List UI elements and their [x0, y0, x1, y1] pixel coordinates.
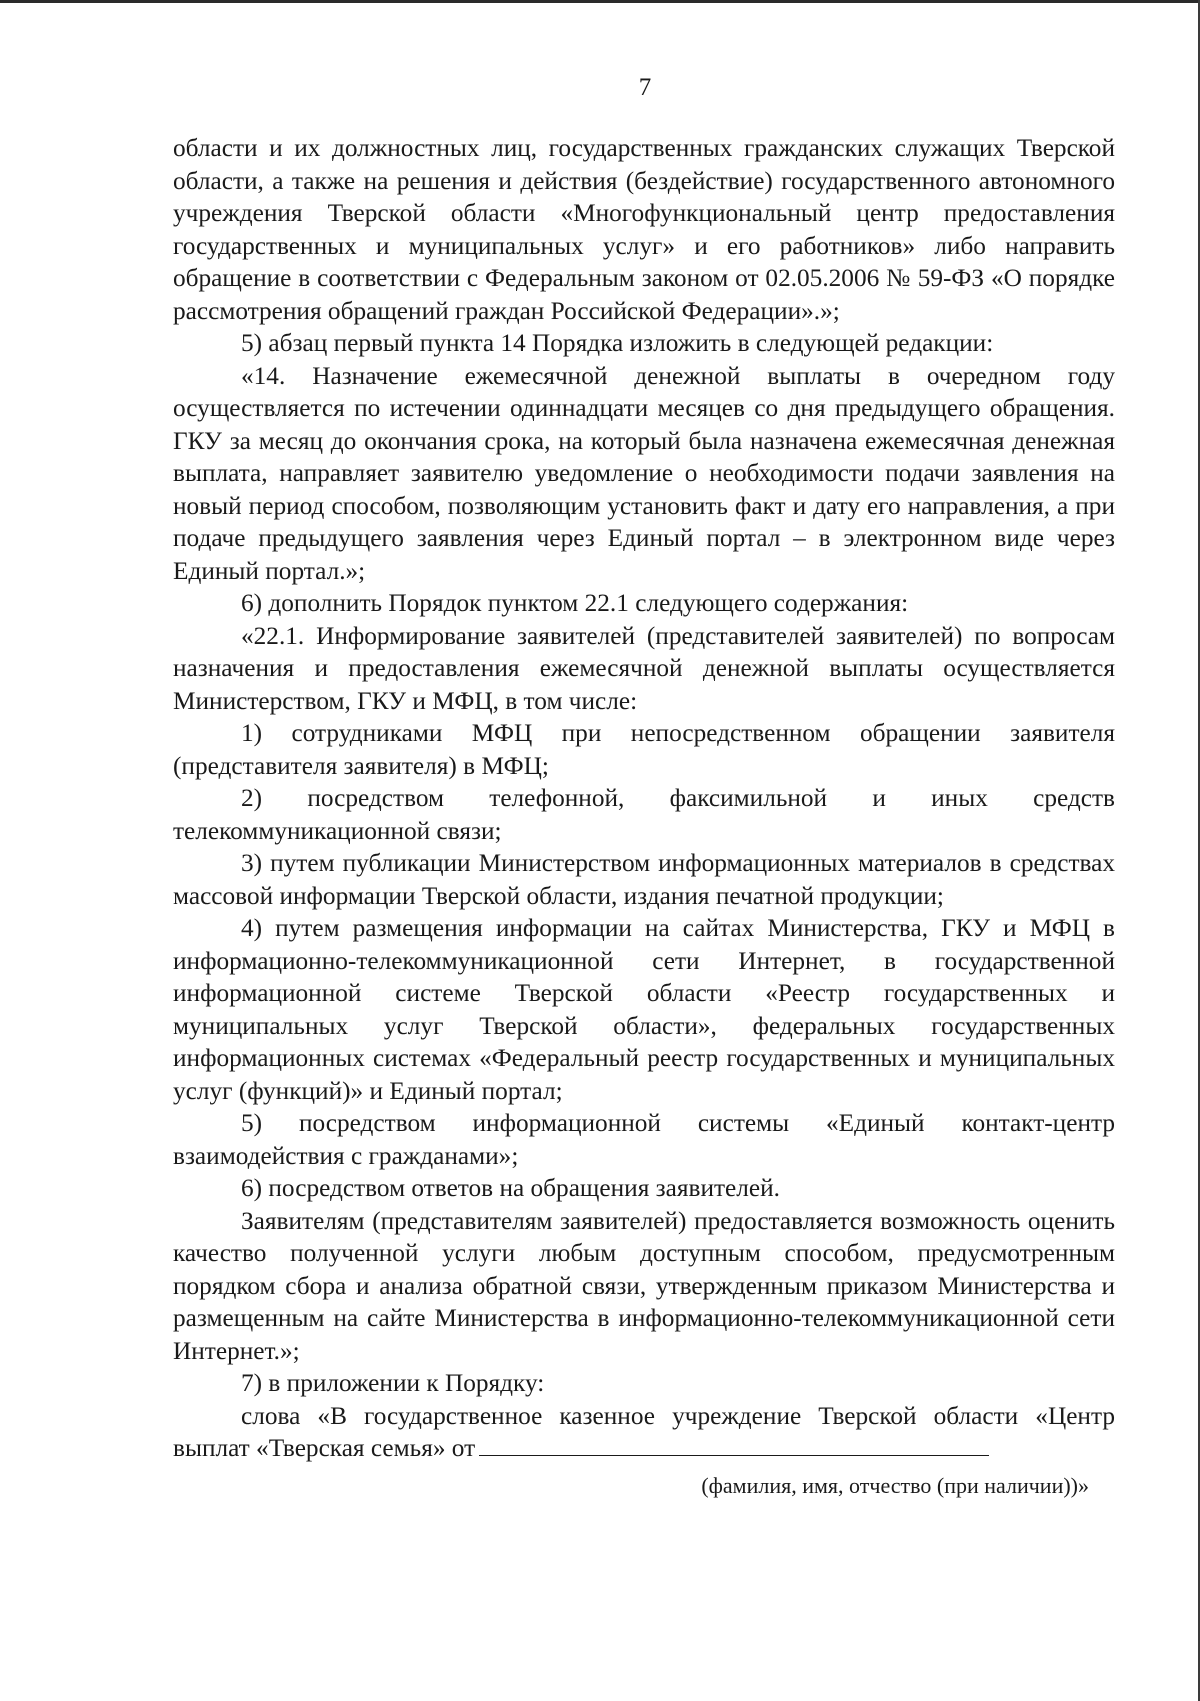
paragraph-clause-14: «14. Назначение ежемесячной денежной выплаты в очередном году осуществляется по истечении одиннадцати месяцев со дня предыдущего обращения. ГКУ за месяц до окончания срока, на который была назначена ежемесячная денежная выплата, направляет заявителю уведомление о необходимости подачи заявления на новый период способом, позволяющим установить факт и дату его направления, а при подаче предыдущего заявления через Единый портал – в электронном виде через Единый портал.»;	[173, 361, 1115, 585]
paragraph-item-5: 5) абзац первый пункта 14 Порядка изложить в следующей редакции:	[241, 329, 994, 357]
paragraph-feedback: Заявителям (представителям заявителей) предоставляется возможность оценить качество полученной услуги любым доступным способом, предусмотренным порядком сбора и анализа обратной связи, утвержденным приказом Министерства и размещенным на сайте Министерства в информационно-телекоммуникационной сети Интернет.»;	[173, 1206, 1115, 1365]
fill-in-blank-line	[479, 1437, 989, 1456]
paragraph-words	[173, 1400, 1115, 1465]
document-body	[173, 132, 1115, 1501]
paragraph-item-7: 7) в приложении к Порядку:	[241, 1369, 545, 1397]
paragraph-subitem-2: 2) посредством телефонной, факсимильной и иных средств телекоммуникационной связи;	[173, 784, 1115, 845]
paragraph-subitem-4: 4) путем размещения информации на сайтах Министерства, ГКУ и МФЦ в информационно-телекоммуникационной сети Интернет, в государственной информационной системе Тверской области «Реестр государственных и муниципальных услуг Тверской области», федеральных государственных информационных системах «Федеральный реестр государственных и муниципальных услуг (функций)» и Единый портал;	[173, 914, 1115, 1105]
page-number: 7	[638, 74, 652, 101]
paragraph-subitem-5: 5) посредством информационной системы «Единый контакт-центр взаимодействия с гражданами»;	[173, 1109, 1115, 1170]
page-top-edge	[0, 0, 1200, 3]
blank-caption: (фамилия, имя, отчество (при наличии))»	[701, 1472, 1089, 1498]
paragraph-subitem-3: 3) путем публикации Министерством информационных материалов в средствах массовой информации Тверской области, издания печатной продукции;	[173, 849, 1115, 910]
paragraph-item-6: 6) дополнить Порядок пунктом 22.1 следующего содержания:	[241, 589, 909, 617]
paragraph-continuation: области и их должностных лиц, государственных гражданских служащих Тверской области, а также на решения и действия (бездействие) государственного автономного учреждения Тверской области «Многофункциональный центр предоставления государственных и муниципальных услуг» и его работников» либо направить обращение в соответствии с Федеральным законом от 02.05.2006 № 59-ФЗ «О порядке рассмотрения обращений граждан Российской Федерации».»;	[173, 134, 1115, 325]
paragraph-subitem-1: 1) сотрудниками МФЦ при непосредственном обращении заявителя (представителя заявителя) в МФЦ;	[173, 719, 1115, 780]
paragraph-subitem-6: 6) посредством ответов на обращения заявителей.	[241, 1174, 781, 1202]
paragraph-clause-22-1: «22.1. Информирование заявителей (представителей заявителей) по вопросам назначения и предоставления ежемесячной денежной выплаты осуществляется Министерством, ГКУ и МФЦ, в том числе:	[173, 621, 1115, 715]
paragraph-words-text: слова «В государственное казенное учреждение Тверской области «Центр выплат «Тверская семья» от	[173, 1401, 1115, 1462]
